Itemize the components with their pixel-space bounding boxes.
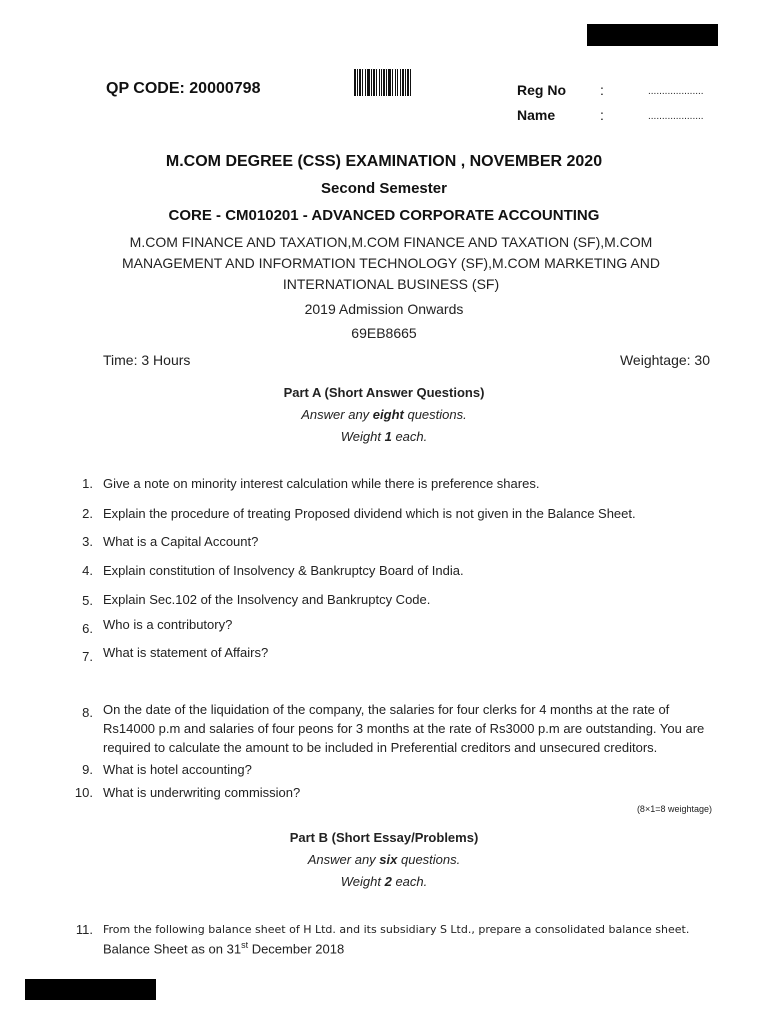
question-number: 2.	[82, 506, 93, 521]
question-number: 10.	[74, 785, 93, 800]
question-number: 1.	[82, 476, 93, 491]
question-text: On the date of the liquidation of the company, the salaries for four clerks for 4 months at the rate of Rs14000 p.m and salaries of four peons for 3 months at the rate of Rs3000 p.m are outstanding. You are required to calculate the amount to be included in Preferential creditors and unsecured creditors.	[103, 702, 705, 755]
part-b-instruction: Answer any six questions.	[307, 852, 461, 867]
question-number: 3.	[82, 534, 93, 549]
part-a-title: Part A (Short Answer Questions)	[283, 385, 485, 400]
qp-code: QP CODE: 20000798	[106, 80, 261, 97]
question-text: What is statement of Affairs?	[103, 645, 269, 660]
reg-no-colon: :	[600, 82, 604, 98]
admission: 2019 Admission Onwards	[304, 301, 464, 317]
balance-sheet-heading: Balance Sheet as on 31st December 2018	[103, 940, 345, 957]
question-text: What is underwriting commission?	[103, 785, 301, 800]
barcode-image	[354, 69, 430, 96]
question-text: Explain constitution of Insolvency & Bankruptcy Board of India.	[103, 563, 464, 578]
name-label: Name	[517, 107, 556, 123]
semester: Second Semester	[321, 180, 447, 197]
programmes: M.COM FINANCE AND TAXATION,M.COM FINANCE AND TAXATION (SF),M.COM MANAGEMENT AND INFORMATION TECHNOLOGY (SF),M.COM MARKETING AND INTERNATIONAL BUSINESS (SF)	[121, 234, 660, 292]
question-number: 6.	[82, 621, 93, 636]
question-number: 11.	[75, 922, 93, 937]
question-text: From the following balance sheet of H Ltd. and its subsidiary S Ltd., prepare a consolidated balance sheet.	[103, 923, 690, 936]
time-allowed: Time: 3 Hours	[103, 352, 191, 368]
reg-no-field: ....................	[648, 86, 704, 97]
exam-title: M.COM DEGREE (CSS) EXAMINATION , NOVEMBER 2020	[165, 153, 603, 170]
part-b-title: Part B (Short Essay/Problems)	[289, 830, 479, 845]
question-number: 4.	[82, 563, 93, 578]
question-text: Explain the procedure of treating Proposed dividend which is not given in the Balance Sheet.	[103, 506, 636, 521]
exam-code: 69EB8665	[351, 325, 417, 341]
question-text: What is a Capital Account?	[103, 534, 259, 549]
question-number: 5.	[82, 593, 93, 608]
name-field: ....................	[648, 111, 704, 122]
part-a-instruction: Answer any eight questions.	[301, 407, 467, 422]
part-a-weight: Weight 1 each.	[340, 429, 428, 444]
course-title: CORE - CM010201 - ADVANCED CORPORATE ACCOUNTING	[168, 207, 600, 224]
question-text: What is hotel accounting?	[103, 762, 252, 777]
question-text: Explain Sec.102 of the Insolvency and Bankruptcy Code.	[103, 592, 431, 607]
reg-no-label: Reg No	[517, 82, 566, 98]
question-text: Give a note on minority interest calculation while there is preference shares.	[103, 476, 540, 491]
part-a-weightage-note: (8×1=8 weightage)	[636, 804, 712, 814]
part-b-weight: Weight 2 each.	[340, 874, 428, 889]
question-number: 8.	[82, 705, 93, 720]
total-weightage: Weightage: 30	[619, 352, 710, 368]
redaction-box-bottom	[25, 979, 156, 1000]
name-colon: :	[600, 107, 604, 123]
redaction-box-top	[587, 24, 718, 46]
question-number: 7.	[82, 649, 93, 664]
question-number: 9.	[82, 762, 93, 777]
question-text: Who is a contributory?	[103, 617, 233, 632]
